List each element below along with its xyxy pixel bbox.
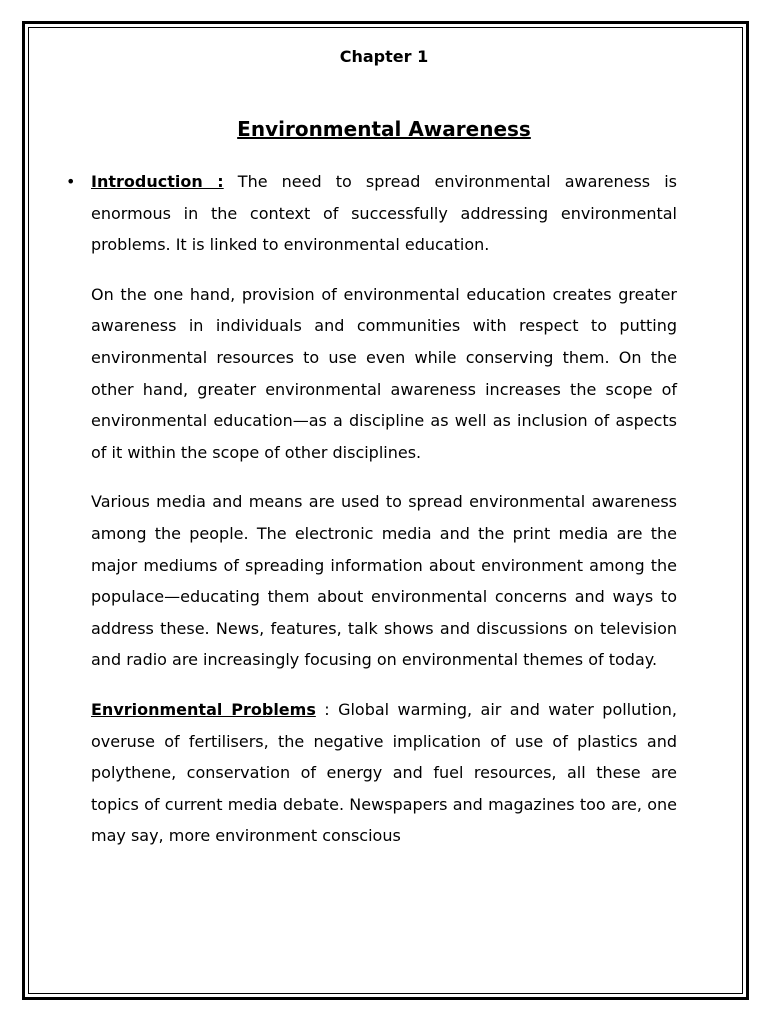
chapter-heading: Chapter 1	[339, 47, 429, 66]
bullet-icon: •	[66, 172, 76, 191]
problems-paragraph	[91, 694, 677, 852]
document-body	[66, 166, 678, 870]
problems-label: Envrionmental Problems	[91, 699, 316, 719]
introduction-text: The need to spread environmental awareness is enormous in the context of successfully addressing environmental problems. It is linked to environmental education.	[91, 172, 678, 255]
introduction-label: Introduction :	[91, 172, 224, 191]
introduction-paragraph	[66, 166, 678, 261]
paragraph-media: Various media and means are used to spread environmental awareness among the people. The electronic media and the print media are the major mediums of spreading information about environment among the populace—educating them about environmental concerns and ways to address these. News, features, talk shows and discussions on television and radio are increasingly focusing on environmental themes of today.	[91, 492, 677, 670]
page-title: Environmental Awareness	[237, 117, 531, 141]
problems-text: : Global warming, air and water pollution, overuse of fertilisers, the negative implication of use of plastics and polythene, conservation of energy and fuel resources, all these are topics of current media debate. Newspapers and magazines too are, one may say, more environment conscious	[91, 699, 677, 846]
paragraph-education: On the one hand, provision of environmental education creates greater awareness in individuals and communities with respect to putting environmental resources to use even while conserving them. On the other hand, greater environmental awareness increases the scope of environmental education—as a discipline as well as inclusion of aspects of it within the scope of other disciplines.	[91, 284, 677, 462]
